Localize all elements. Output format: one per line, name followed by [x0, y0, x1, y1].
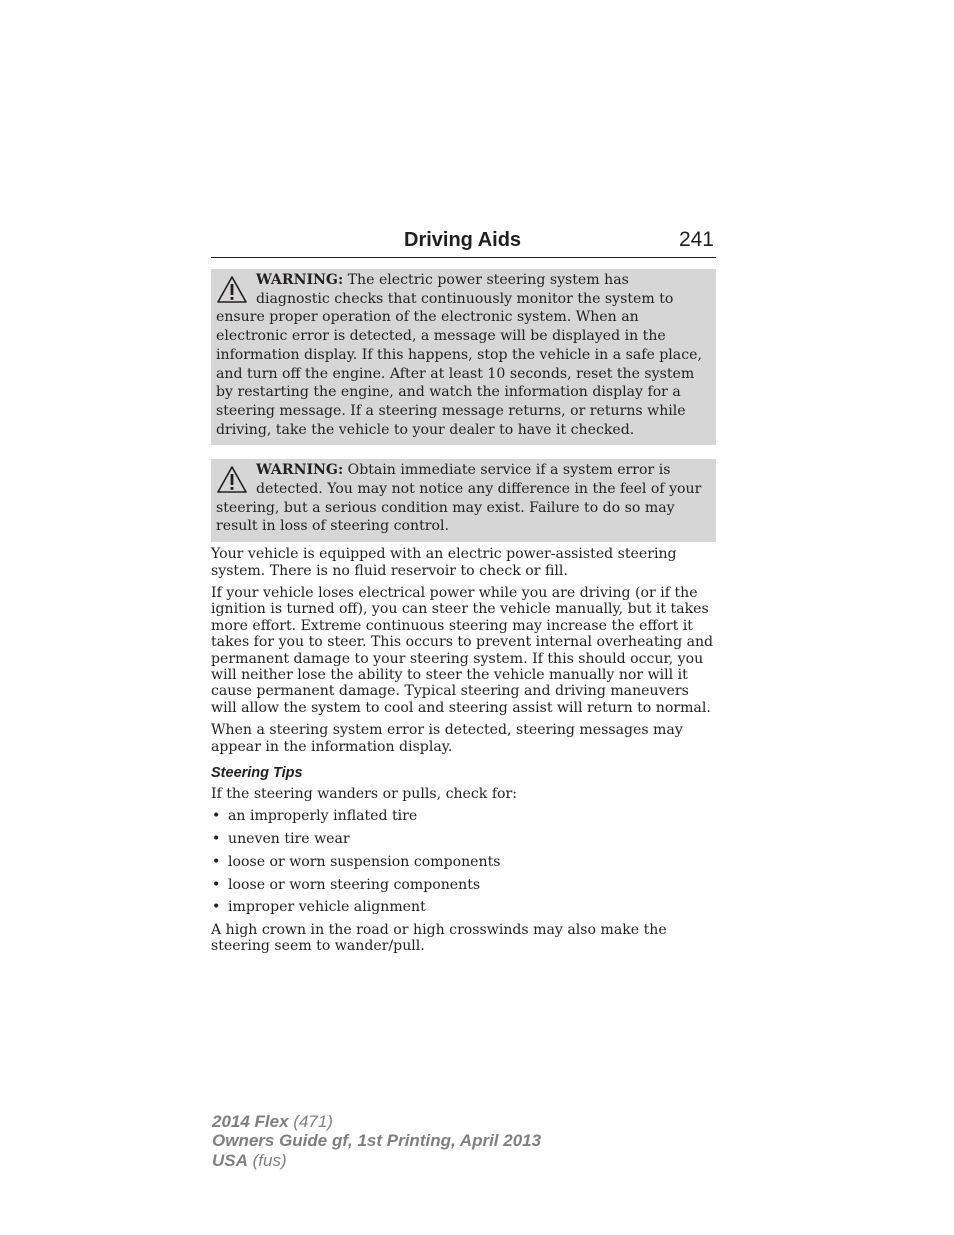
page-footer — [212, 1112, 541, 1170]
body-paragraph: A high crown in the road or high crosswinds may also make the steering seem to wander/pull. — [211, 921, 667, 955]
warning-triangle-icon — [216, 465, 248, 495]
list-item: • an improperly inflated tire — [212, 808, 418, 825]
tips-list — [211, 808, 716, 915]
bullet-glyph: • — [212, 853, 221, 870]
bullet-glyph: • — [212, 876, 221, 893]
warning-box — [211, 269, 716, 445]
bullet-glyph: • — [212, 808, 221, 825]
list-item: • uneven tire wear — [212, 831, 350, 848]
warning-text: The electric power steering system has diagnostic checks that continuously monitor the system to ensure proper operation of the electronic system. When an electronic error is detected, a message will be displayed in the information display. If this happens, stop the vehicle in a safe place, and turn off the engine. After at least 10 seconds, reset the system by restarting the engine, and watch the information display for a steering message. If a steering message returns, or returns while driving, take the vehicle to your dealer to have it checked. — [216, 272, 702, 438]
list-item: • loose or worn steering components — [212, 876, 481, 893]
tips-intro: If the steering wanders or pulls, check for: — [211, 786, 518, 803]
subsection-heading: Steering Tips — [211, 765, 303, 782]
warning-box — [211, 459, 716, 542]
manual-page — [211, 228, 716, 955]
list-item: • loose or worn suspension components — [212, 853, 501, 870]
bullet-glyph: • — [212, 831, 221, 848]
bullet-glyph: • — [212, 899, 221, 916]
footer-line: Owners Guide gf, 1st Printing, April 2013 — [212, 1131, 542, 1151]
footer-line: USA (fus) — [212, 1150, 287, 1170]
footer-line: 2014 Flex (471) — [212, 1112, 333, 1131]
page-header — [211, 228, 716, 258]
body-paragraph: When a steering system error is detected, steering messages may appear in the information display. — [211, 722, 683, 755]
page-number: 241 — [678, 228, 714, 251]
warning-label: WARNING: — [256, 272, 344, 288]
warning-text: Obtain immediate service if a system error is detected. You may not notice any difference in the feel of your steering, but a serious condition may exist. Failure to do so may result in loss of steering control. — [216, 462, 702, 535]
body-paragraph: If your vehicle loses electrical power while you are driving (or if the ignition is turned off), you can steer the vehicle manually, but it takes more effort. Extreme continuous steering may increase the effort it takes for you to steer. This occurs to prevent internal overheating and permanent damage to your steering system. If this should occur, you will neither lose the ability to steer the vehicle manually nor will it cause permanent damage. Typical steering and driving maneuvers will allow the system to cool and steering assist will return to normal. — [211, 584, 714, 716]
section-title: Driving Aids — [404, 229, 522, 251]
body-paragraph: Your vehicle is equipped with an electric power-assisted steering system. There is no fluid reservoir to check or fill. — [211, 546, 677, 579]
list-item: • improper vehicle alignment — [212, 899, 426, 916]
warning-triangle-icon — [216, 275, 248, 305]
warning-label: WARNING: — [256, 462, 344, 479]
